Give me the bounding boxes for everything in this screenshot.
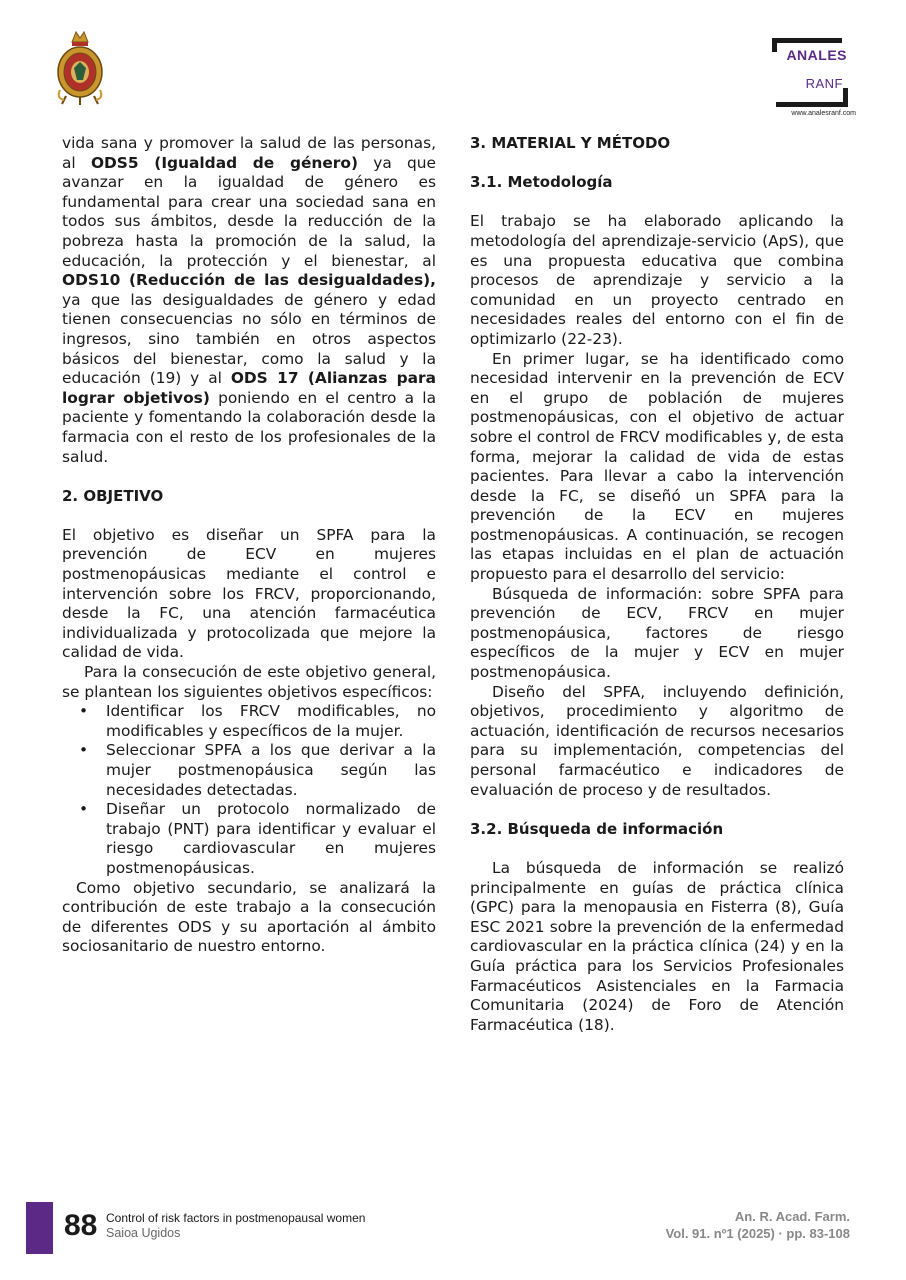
left-column xyxy=(62,134,436,957)
ods-highlight: ODS 17 (Alianzas para lograr objetivos) xyxy=(62,369,436,407)
section-heading-material-metodo: 3. MATERIAL Y MÉTODO xyxy=(470,134,671,152)
paragraph-text: vida sana y promover la salud de las personas, al xyxy=(62,134,436,172)
academy-crest-logo xyxy=(50,28,110,106)
article-title: Control of risk factors in postmenopausal women xyxy=(106,1211,366,1225)
logo-frame-top xyxy=(772,38,842,43)
objetivo-paragraph: El objetivo es diseñar un SPFA para la prevención de ECV en mujeres postmenopáusicas mediante el control e intervención sobre los FRCV, proporcionando, desde la FC, una atención farmacéutica individualizada y protocolizada que mejore la calidad de vida. xyxy=(62,525,436,662)
ods-paragraph xyxy=(62,134,436,467)
section-heading-objetivo: 2. OBJETIVO xyxy=(62,486,164,505)
right-column xyxy=(470,134,844,1035)
objetivos-list xyxy=(62,702,436,878)
logo-subtitle: RANF xyxy=(805,76,843,91)
logo-url: www.analesranf.com xyxy=(791,110,856,117)
anales-ranf-logo xyxy=(768,38,856,117)
page-number: 88 xyxy=(64,1209,98,1242)
list-item: • Identificar los FRCV modificables, no modificables y específicos de la mujer. xyxy=(106,702,436,741)
ods-highlight: ODS5 (Igualdad de género) xyxy=(90,153,358,172)
intervencion-paragraph: En primer lugar, se ha identificado como necesidad intervenir en la prevención de ECV en el grupo de población de mujeres postmenopáusicas, con el objetivo de actuar sobre el control de FRCV modificables y, de esta forma, mejorar la calidad de vida de estas pacientes. Para llevar a cabo la intervención desde la FC, se diseñó un SPFA para la prevención de la ECV en mujeres postmenopáusicas. A continuación, se recogen las etapas incluidas en el plan de actuación propuesto para el desarrollo del servicio: xyxy=(470,349,844,584)
subsection-heading-metodologia: 3.1. Metodología xyxy=(470,173,613,192)
list-item: • Diseñar un protocolo normalizado de trabajo (PNT) para identificar y evaluar el riesgo cardiovascular en mujeres postmenopáusicas. xyxy=(106,800,436,878)
logo-title: ANALES xyxy=(786,47,847,63)
subsection-heading-busqueda: 3.2. Búsqueda de información xyxy=(470,819,724,838)
logo-frame-bottom xyxy=(776,102,848,107)
journal-name: An. R. Acad. Farm. xyxy=(734,1209,850,1224)
list-item: • Seleccionar SPFA a los que derivar a la mujer postmenopáusica según las necesidades detectadas. xyxy=(106,741,436,800)
paragraph-text: ya que avanzar en la igualdad de género es fundamental para crear una sociedad sana en todos sus ámbitos, desde la reducción de la pobreza hasta la promoción de la salud, la educación, la protección y el bienestar, al xyxy=(62,153,436,270)
busqueda-paragraph: La búsqueda de información se realizó principalmente en guías de práctica clínica (GPC) para la menopausia en Fisterra (8), Guía ESC 2021 sobre la prevención de la enfermedad cardiovascular en la práctica clínica (24) y en la Guía práctica para los Servicios Profesionales Farmacéuticos Asistenciales en la Farmacia Comunitaria (2024) de Foro de Atención Farmacéutica (18). xyxy=(470,858,844,1034)
journal-volume: Vol. 91. nº1 (2025) · pp. 83-108 xyxy=(665,1226,850,1241)
footer-accent-bar xyxy=(26,1202,53,1254)
metodologia-paragraph: El trabajo se ha elaborado aplicando la metodología del aprendizaje-servicio (ApS), que es una propuesta educativa que combina procesos de aprendizaje y servicio a la comunidad en un proyecto centrado en necesidades reales del entorno con el fin de optimizarlo (22-23). xyxy=(470,212,844,348)
ods-highlight: ODS10 (Reducción de las desigualdades), xyxy=(62,271,436,290)
paragraph-text: poniendo en el centro a la paciente y fomentando la colaboración desde la farmacia con el resto de los profesionales de la salud. xyxy=(62,388,436,466)
diseno-etapa-paragraph: Diseño del SPFA, incluyendo definición, objetivos, procedimiento y algoritmo de actuación, identificación de recursos necesarios para su implementación, competencias del personal farmacéutico e indicadores de evaluación de proceso y de resultados. xyxy=(470,682,844,799)
objetivo-secundario-paragraph: Como objetivo secundario, se analizará la contribución de este trabajo a la consecución de diferentes ODS y su aportación al ámbito sociosanitario de nuestro entorno. xyxy=(62,878,436,956)
objetivos-especificos-intro: Para la consecución de este objetivo general, se plantean los siguientes objetivos específicos: xyxy=(62,663,436,701)
article-author: Saioa Ugidos xyxy=(106,1226,181,1240)
busqueda-etapa-paragraph: Búsqueda de información: sobre SPFA para prevención de ECV, FRCV en mujer postmenopáusica, factores de riesgo específicos de la mujer y ECV en mujer postmenopáusica. xyxy=(470,584,844,682)
paragraph-text: ya que las desigualdades de género y edad tienen consecuencias no sólo en términos de ingresos, sino también en otros aspectos básicos del bienestar, como la salud y la educación (19) y al xyxy=(62,290,436,388)
